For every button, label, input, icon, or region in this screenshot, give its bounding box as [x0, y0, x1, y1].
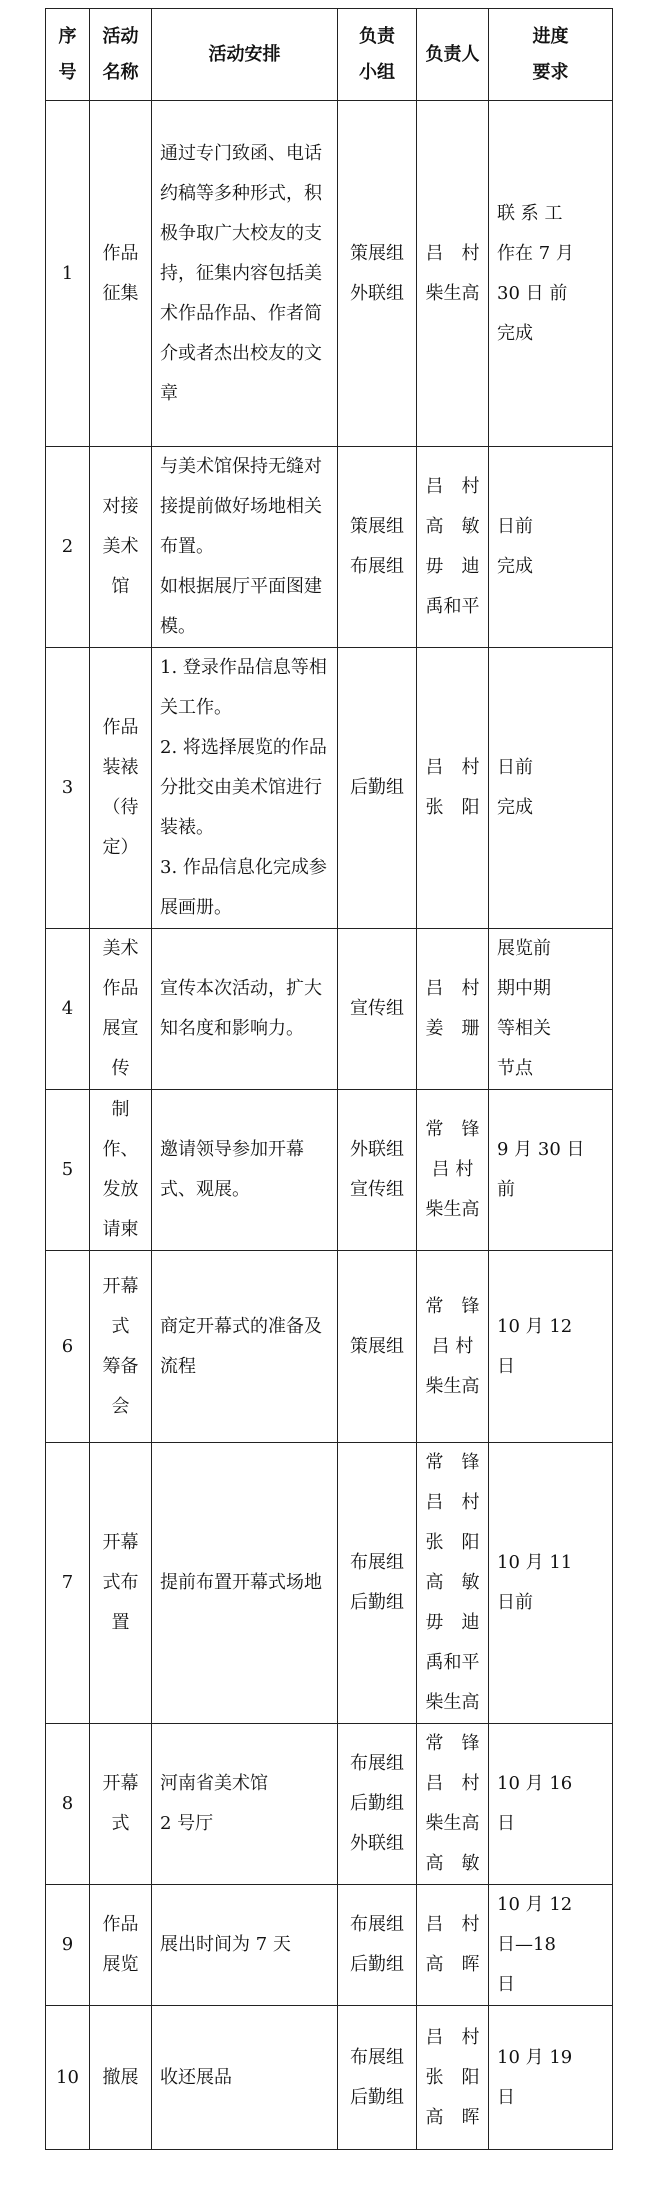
cell-group: [338, 447, 417, 648]
cell-requirement: [489, 648, 613, 929]
cell-activity-name: [90, 1885, 152, 2006]
cell-requirement-line: 10 月 11: [497, 1552, 573, 1573]
cell-arrangement-line: 接提前做好场地相关: [160, 496, 322, 517]
cell-owner-line: 姜 珊: [425, 1018, 480, 1039]
cell-owner-line: 禹和平: [425, 1652, 480, 1673]
cell-arrangement-line: 通过专门致函、电话: [160, 142, 322, 164]
header-requirement: 进度 要求: [489, 9, 613, 101]
cell-group-line: 外联组: [350, 282, 404, 304]
cell-arrangement-line: 河南省美术馆: [160, 1773, 268, 1794]
cell-activity-name-line: 对接: [102, 496, 139, 517]
header-group: 负责 小组: [338, 9, 417, 101]
cell-arrangement-line: 宣传本次活动，扩大: [160, 978, 322, 999]
cell-arrangement-line: 邀请领导参加开幕: [160, 1139, 304, 1160]
cell-arrangement-line: 3. 作品信息化完成参: [160, 857, 327, 878]
cell-owner-line: 常 锋: [425, 1119, 480, 1140]
cell-no: 6: [46, 1251, 90, 1443]
cell-activity-name-line: （待: [102, 797, 139, 818]
cell-activity-name-line: 美术: [102, 536, 139, 557]
table-body: [46, 101, 613, 2150]
cell-owner-line: 常 锋: [425, 1733, 480, 1754]
table-row: [46, 447, 613, 648]
cell-owner-line: 吕 村: [431, 1159, 474, 1180]
cell-requirement: [489, 1251, 613, 1443]
cell-activity-name-line: 式布: [102, 1572, 139, 1593]
cell-owner-line: 吕 村: [425, 2026, 480, 2048]
cell-owner-line: 高 敏: [425, 516, 480, 537]
cell-requirement-line: 前: [497, 1179, 515, 1200]
cell-arrangement-line: 2. 将选择展览的作品: [160, 737, 327, 758]
cell-no: 5: [46, 1090, 90, 1251]
cell-requirement-line: 日前: [497, 516, 533, 537]
cell-arrangement-line: 收还展品: [160, 2066, 232, 2088]
cell-activity-name-line: 会: [111, 1395, 130, 1417]
cell-group: [338, 2006, 417, 2150]
cell-group-line: 宣传组: [350, 1179, 404, 1200]
cell-arrangement-line: 介或者杰出校友的文: [160, 342, 322, 364]
cell-arrangement-line: 约稿等多种形式，积: [160, 182, 322, 204]
cell-owner-line: 毋 迪: [425, 556, 480, 577]
cell-requirement: [489, 1724, 613, 1885]
cell-owner-line: 吕 村: [425, 1914, 480, 1935]
cell-owner-line: 张 阳: [425, 797, 480, 818]
cell-requirement-line: 节点: [497, 1058, 533, 1079]
cell-arrangement: [152, 929, 338, 1090]
cell-owner-line: 毋 迪: [425, 1612, 480, 1633]
cell-arrangement-line: 与美术馆保持无缝对: [160, 456, 322, 477]
cell-requirement-line: 联 系 工: [497, 202, 563, 224]
cell-group-line: 后勤组: [350, 1793, 404, 1814]
table-row: [46, 2006, 613, 2150]
cell-group-line: 布展组: [350, 2046, 404, 2068]
cell-owner-line: 禹和平: [425, 596, 480, 617]
cell-owner-line: 柴生高: [425, 1692, 480, 1713]
cell-owner: [417, 1724, 489, 1885]
cell-activity-name: [90, 648, 152, 929]
cell-group-line: 宣传组: [350, 998, 404, 1019]
cell-activity-name: [90, 1724, 152, 1885]
cell-arrangement-line: 极争取广大校友的支: [160, 222, 322, 244]
cell-owner-line: 高 敏: [425, 1572, 480, 1593]
cell-no: 8: [46, 1724, 90, 1885]
cell-activity-name: [90, 101, 152, 447]
cell-arrangement-line: 知名度和影响力。: [160, 1018, 304, 1039]
cell-group-line: 策展组: [350, 1335, 404, 1357]
cell-requirement-line: 日前: [497, 1592, 533, 1613]
cell-group: [338, 929, 417, 1090]
header-no: 序 号: [46, 9, 90, 101]
cell-activity-name-line: 作品: [102, 978, 139, 999]
cell-arrangement-line: 关工作。: [160, 697, 232, 718]
cell-owner-line: 柴生高: [425, 1813, 480, 1834]
cell-activity-name-line: 定）: [102, 837, 139, 858]
cell-activity-name-line: 作品: [102, 242, 139, 264]
cell-requirement-line: 30 日 前: [497, 282, 568, 304]
cell-group-line: 后勤组: [350, 2086, 404, 2108]
cell-requirement: [489, 2006, 613, 2150]
cell-requirement: [489, 447, 613, 648]
cell-arrangement: [152, 648, 338, 929]
cell-arrangement-line: 术作品作品、作者简: [160, 302, 322, 324]
cell-owner-line: 吕 村: [425, 476, 480, 497]
cell-owner-line: 高 敏: [425, 1853, 480, 1874]
cell-group-line: 布展组: [350, 1914, 404, 1935]
table-row: [46, 1443, 613, 1724]
header-owner: 负责人: [417, 9, 489, 101]
cell-requirement-line: 展览前: [497, 938, 551, 959]
cell-requirement-line: 10 月 12: [497, 1315, 573, 1337]
cell-activity-name-line: 展宣: [102, 1018, 139, 1039]
cell-owner: [417, 648, 489, 929]
table-row: [46, 648, 613, 929]
cell-requirement-line: 完成: [497, 322, 533, 344]
table-row: [46, 101, 613, 447]
cell-arrangement-line: 2 号厅: [160, 1813, 214, 1834]
cell-owner-line: 柴生高: [425, 1375, 480, 1397]
cell-requirement-line: 日: [497, 2086, 515, 2108]
cell-arrangement-line: 展出时间为 7 天: [160, 1934, 291, 1955]
cell-owner-line: 吕 村: [425, 1773, 480, 1794]
schedule-table-wrapper: [45, 8, 612, 2150]
cell-group-line: 布展组: [350, 1753, 404, 1774]
cell-owner-line: 高 晖: [425, 1954, 480, 1975]
cell-arrangement-line: 章: [160, 382, 178, 404]
cell-activity-name-line: 传: [111, 1058, 130, 1079]
cell-group: [338, 1885, 417, 2006]
cell-group-line: 后勤组: [350, 777, 404, 798]
cell-arrangement: [152, 447, 338, 648]
cell-requirement-line: 作在 7 月: [497, 242, 574, 264]
header-row: [46, 9, 613, 101]
cell-owner: [417, 1090, 489, 1251]
cell-activity-name-line: 筹备: [102, 1355, 139, 1377]
cell-no: 4: [46, 929, 90, 1090]
cell-activity-name-line: 式: [111, 1813, 130, 1834]
cell-owner-line: 张 阳: [425, 2066, 480, 2088]
cell-activity-name-line: 装裱: [102, 757, 139, 778]
cell-owner: [417, 447, 489, 648]
cell-owner-line: 吕 村: [425, 978, 480, 999]
cell-arrangement-line: 流程: [160, 1355, 196, 1377]
cell-no: 1: [46, 101, 90, 447]
cell-group-line: 后勤组: [350, 1954, 404, 1975]
cell-requirement: [489, 929, 613, 1090]
cell-activity-name-line: 发放: [102, 1179, 139, 1200]
cell-activity-name-line: 作品: [102, 717, 139, 738]
cell-owner-line: 吕 村: [431, 1335, 474, 1357]
cell-owner-line: 常 锋: [425, 1295, 480, 1317]
cell-activity-name-line: 制作、: [102, 1099, 139, 1160]
cell-group-line: 策展组: [350, 516, 404, 537]
cell-arrangement-line: 1. 登录作品信息等相: [160, 657, 327, 678]
activity-schedule-table: [45, 8, 613, 2150]
table-row: [46, 1251, 613, 1443]
cell-requirement-line: 等相关: [497, 1018, 551, 1039]
cell-activity-name-line: 撤展: [102, 2066, 139, 2088]
cell-group: [338, 101, 417, 447]
cell-group-line: 外联组: [350, 1833, 404, 1854]
cell-arrangement: [152, 1885, 338, 2006]
cell-arrangement-line: 式、观展。: [160, 1179, 250, 1200]
cell-activity-name-line: 征集: [102, 282, 139, 304]
cell-activity-name-line: 开幕: [102, 1773, 139, 1794]
table-row: [46, 929, 613, 1090]
table-row: [46, 1090, 613, 1251]
cell-requirement-line: 10 月 12: [497, 1894, 573, 1915]
cell-arrangement: [152, 1443, 338, 1724]
cell-activity-name-line: 开幕: [102, 1532, 139, 1553]
cell-activity-name-line: 美术: [102, 938, 139, 959]
cell-no: 2: [46, 447, 90, 648]
cell-owner-line: 常 锋: [425, 1452, 480, 1473]
cell-group: [338, 1443, 417, 1724]
cell-activity-name-line: 馆: [111, 576, 130, 597]
cell-group: [338, 648, 417, 929]
cell-owner: [417, 1251, 489, 1443]
cell-requirement-line: 日: [497, 1355, 515, 1377]
cell-arrangement-line: 展画册。: [160, 897, 232, 918]
cell-requirement: [489, 1443, 613, 1724]
cell-group-line: 外联组: [350, 1139, 404, 1160]
cell-owner-line: 吕 村: [425, 242, 480, 264]
cell-owner-line: 柴生高: [425, 1199, 480, 1220]
cell-owner: [417, 101, 489, 447]
cell-activity-name-line: 作品: [102, 1914, 139, 1935]
cell-arrangement-line: 商定开幕式的准备及: [160, 1315, 322, 1337]
cell-requirement-line: 日: [497, 1813, 515, 1834]
cell-arrangement-line: 分批交由美术馆进行: [160, 777, 322, 798]
cell-arrangement-line: 持，征集内容包括美: [160, 262, 322, 284]
cell-owner-line: 高 晖: [425, 2106, 480, 2128]
cell-requirement-line: 期中期: [497, 978, 551, 999]
cell-arrangement-line: 模。: [160, 616, 196, 637]
cell-activity-name: [90, 447, 152, 648]
cell-requirement: [489, 101, 613, 447]
cell-requirement: [489, 1090, 613, 1251]
cell-owner: [417, 1443, 489, 1724]
cell-requirement-line: 9 月 30 日: [497, 1139, 585, 1160]
cell-group: [338, 1724, 417, 1885]
cell-activity-name-line: 置: [111, 1612, 130, 1633]
cell-requirement-line: 日—18: [497, 1934, 556, 1955]
cell-activity-name-line: 开幕: [102, 1275, 139, 1297]
cell-arrangement-line: 装裱。: [160, 817, 214, 838]
cell-arrangement: [152, 1251, 338, 1443]
cell-activity-name: [90, 1443, 152, 1724]
table-row: [46, 1885, 613, 2006]
cell-no: 7: [46, 1443, 90, 1724]
cell-requirement: [489, 1885, 613, 2006]
cell-requirement-line: 完成: [497, 797, 533, 818]
cell-arrangement-line: 如根据展厅平面图建: [160, 576, 322, 597]
table-row: [46, 1724, 613, 1885]
cell-group-line: 后勤组: [350, 1592, 404, 1613]
cell-owner: [417, 1885, 489, 2006]
cell-requirement-line: 完成: [497, 556, 533, 577]
header-name: 活动 名称: [90, 9, 152, 101]
cell-owner-line: 吕 村: [425, 757, 480, 778]
cell-owner-line: 吕 村: [425, 1492, 480, 1513]
cell-arrangement: [152, 1090, 338, 1251]
cell-requirement-line: 日前: [497, 757, 533, 778]
cell-group-line: 布展组: [350, 556, 404, 577]
cell-arrangement: [152, 101, 338, 447]
cell-owner-line: 张 阳: [425, 1532, 480, 1553]
cell-activity-name-line: 展览: [102, 1954, 139, 1975]
cell-owner-line: 柴生高: [425, 282, 480, 304]
cell-arrangement: [152, 2006, 338, 2150]
cell-no: 3: [46, 648, 90, 929]
cell-owner: [417, 929, 489, 1090]
cell-group-line: 策展组: [350, 242, 404, 264]
cell-arrangement: [152, 1724, 338, 1885]
cell-activity-name: [90, 929, 152, 1090]
cell-group-line: 布展组: [350, 1552, 404, 1573]
cell-activity-name: [90, 2006, 152, 2150]
cell-arrangement-line: 提前布置开幕式场地: [160, 1572, 322, 1593]
cell-owner: [417, 2006, 489, 2150]
cell-no: 10: [46, 2006, 90, 2150]
header-arrangement: 活动安排: [152, 9, 338, 101]
cell-no: 9: [46, 1885, 90, 2006]
cell-group: [338, 1090, 417, 1251]
cell-activity-name: [90, 1090, 152, 1251]
cell-group: [338, 1251, 417, 1443]
cell-requirement-line: 日: [497, 1974, 515, 1995]
cell-arrangement-line: 布置。: [160, 536, 214, 557]
cell-requirement-line: 10 月 19: [497, 2046, 573, 2068]
cell-activity-name-line: 式: [111, 1315, 130, 1337]
cell-requirement-line: 10 月 16: [497, 1773, 573, 1794]
cell-activity-name-line: 请柬: [102, 1219, 139, 1240]
cell-activity-name: [90, 1251, 152, 1443]
